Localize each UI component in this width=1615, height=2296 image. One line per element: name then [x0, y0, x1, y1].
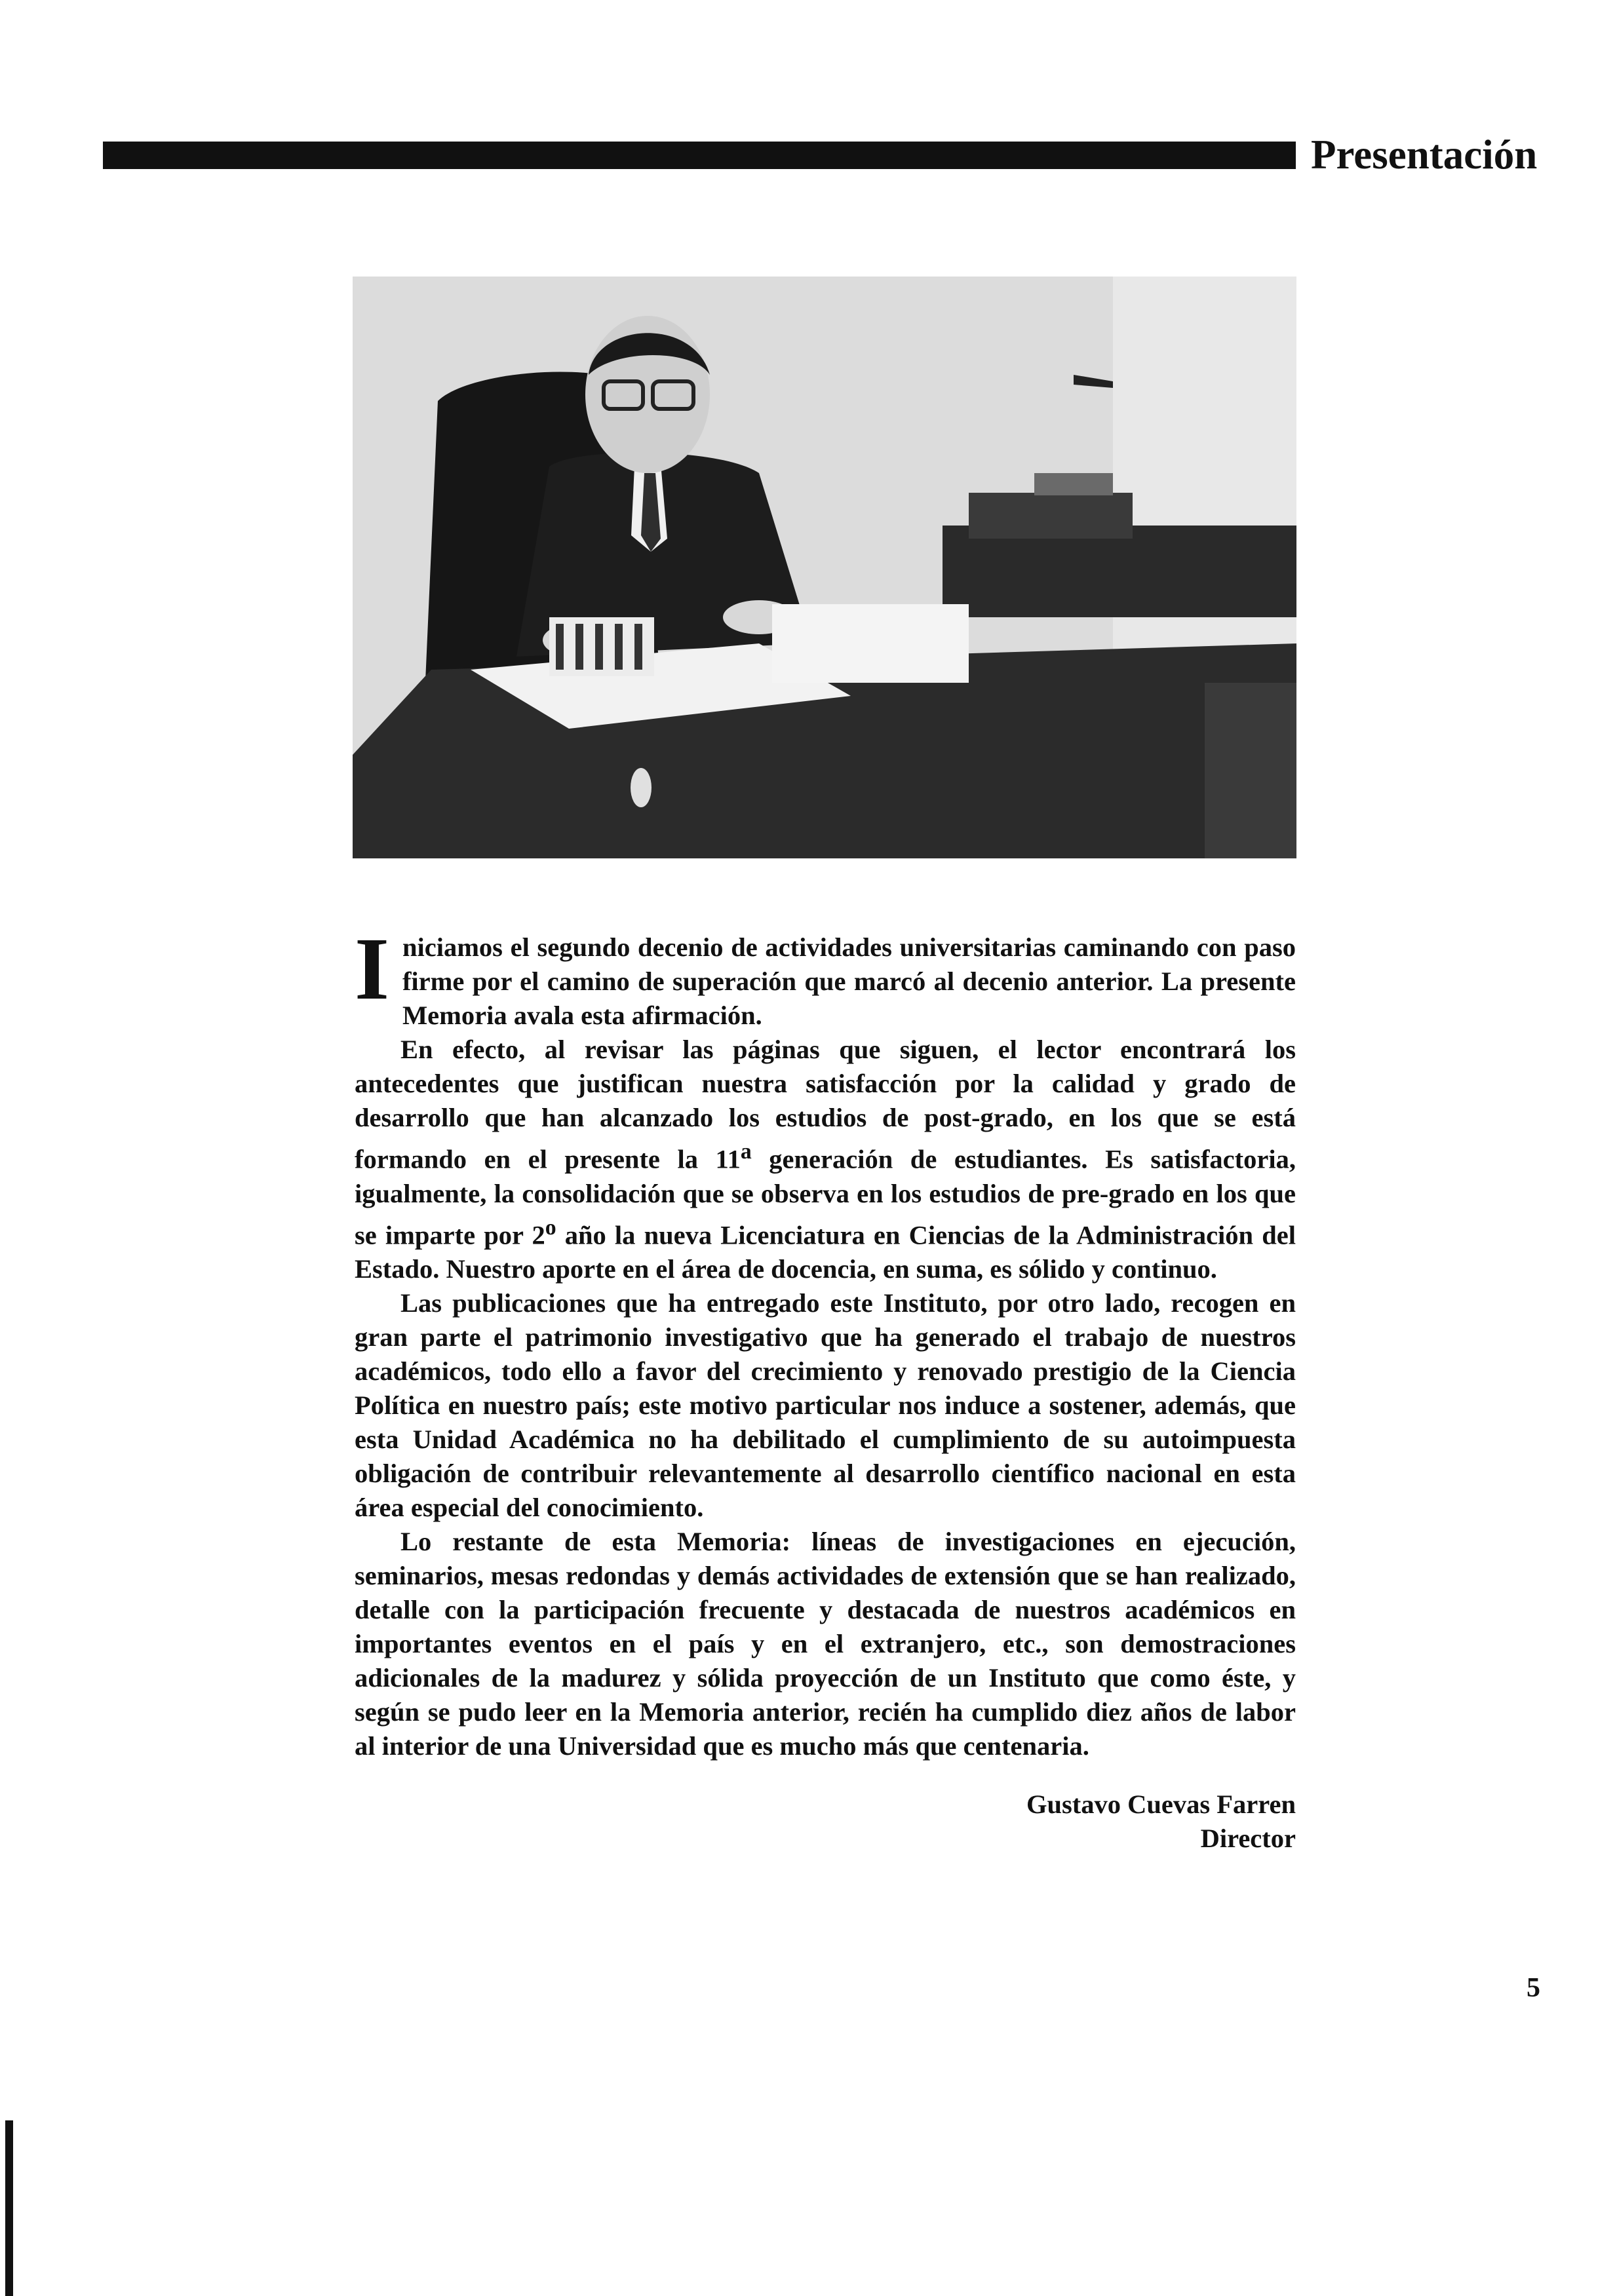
section-title: Presentación: [1311, 132, 1538, 178]
header-rule: [103, 142, 1296, 169]
director-photo: [353, 277, 1296, 858]
scan-edge-mark: [5, 2120, 13, 2296]
article-paragraph: Iniciamos el segundo decenio de actividades universitarias caminando con paso firme por el camino de superación que marcó al decenio anterior. La presente Memoria avala esta afirmación.: [355, 920, 1296, 1030]
page-number: 5: [1527, 1973, 1540, 2003]
signature-name: Gustavo Cuevas Farren: [1026, 1789, 1296, 1819]
signature-block: [1026, 1788, 1296, 1856]
article-body: [355, 920, 1296, 1763]
drop-cap: I: [355, 920, 389, 1018]
article-paragraph: Lo restante de esta Memoria: líneas de investigaciones en ejecución, seminarios, mesas redondas y demás actividades de extensión que se han realizado, detalle con la participación frecuente y destacada de nuestros académicos en importantes eventos en el país y en el extranjero, etc., son demostraciones adicionales de la madurez y sólida proyección de un Instituto que como éste, y según se pudo leer en la Memoria anterior, recién ha cumplido diez años de labor al interior de una Universidad que es mucho más que centenaria.: [355, 1527, 1296, 1761]
article-paragraph: En efecto, al revisar las páginas que siguen, el lector encontrará los antecedentes que justifican nuestra satisfacción por la calidad y grado de desarrollo que han alcanzado los estudios de post-grado, en los que se está formando en el presente la 11$^a$ generación de estudiantes. Es satisfactoria, igualmente, la consolidación que se observa en los estudios de pre-grado en los que se imparte por 2$^o$ año la nueva Licenciatura en Ciencias de la Administración del Estado. Nuestro aporte en el área de docencia, en suma, es sólido y continuo.: [355, 1035, 1296, 1284]
signature-role: Director: [1200, 1824, 1296, 1853]
article-paragraph: Las publicaciones que ha entregado este Instituto, por otro lado, recogen en gran parte el patrimonio investigativo que ha generado el trabajo de nuestros académicos, todo ello a favor del crecimiento y renovado prestigio de la Ciencia Política en nuestro país; este motivo particular nos induce a sostener, además, que esta Unidad Académica no ha debilitado el cumplimiento de su autoimpuesta obligación de contribuir relevantemente al desarrollo científico nacional en esta área especial del conocimiento.: [355, 1288, 1296, 1522]
